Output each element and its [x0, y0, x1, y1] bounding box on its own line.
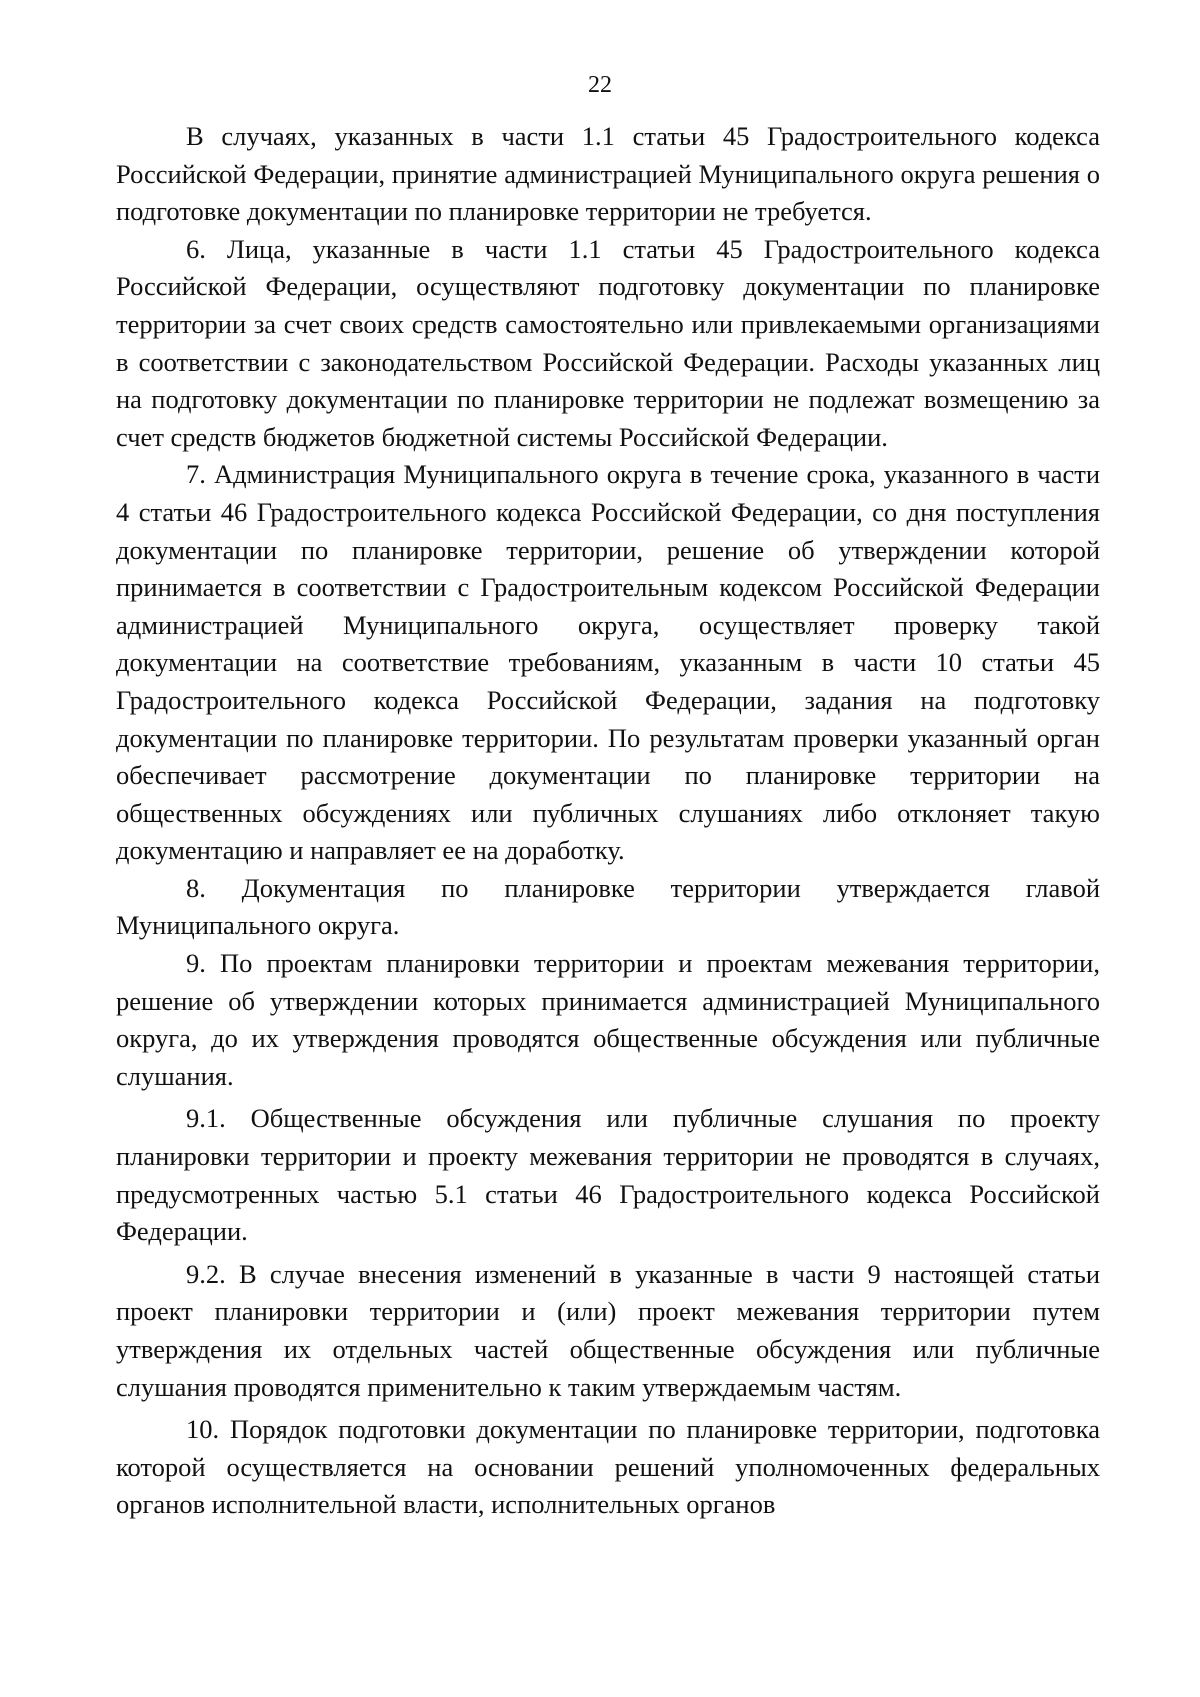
paragraph-9-1: 9.1. Общественные обсуждения или публичные слушания по проекту планировки территории и проекту межевания территории не проводятся в случаях, предусмотренных частью 5.1 статьи 46 Градостроительного кодекса Российской Федерации. [116, 1103, 1100, 1247]
paragraph-9-2: 9.2. В случае внесения изменений в указанные в части 9 настоящей статьи проект планировки территории и (или) проект межевания территории путем утверждения их отдельных частей общественные обсуждения или публичные слушания проводятся применительно к таким утверждаемым частям. [116, 1258, 1100, 1402]
page-number: 22 [588, 72, 612, 98]
document-body [116, 118, 1100, 1524]
paragraph-7: 7. Администрация Муниципального округа в течение срока, указанного в части 4 статьи 46 Градостроительного кодекса Российской Федерации, со дня поступления документации по планировке территории, решение об утверждении которой принимается в соответствии с Градостроительным кодексом Российской Федерации администрацией Муниципального округа, осуществляет проверку такой документации на соответствие требованиям, указанным в части 10 статьи 45 Градостроительного кодекса Российской Федерации, задания на подготовку документации по планировке территории. По результатам проверки указанный орган обеспечивает рассмотрение документации по планировке территории на общественных обсуждениях или публичных слушаниях либо отклоняет такую документацию и направляет ее на доработку. [116, 459, 1100, 866]
paragraph-8: 8. Документация по планировке территории утверждается главой Муниципального округа. [116, 872, 1100, 941]
paragraph-9: 9. По проектам планировки территории и проектам межевания территории, решение об утверждении которых принимается администрацией Муниципального округа, до их утверждения проводятся общественные обсуждения или публичные слушания. [116, 948, 1100, 1091]
paragraph-intro: В случаях, указанных в части 1.1 статьи 45 Градостроительного кодекса Российской Федерации, принятие администрацией Муниципального округа решения о подготовке документации по планировке территории не требуется. [116, 121, 1100, 227]
paragraph-6: 6. Лица, указанные в части 1.1 статьи 45 Градостроительного кодекса Российской Федерации, осуществляют подготовку документации по планировке территории за счет своих средств самостоятельно или привлекаемыми организациями в соответствии с законодательством Российской Федерации. Расходы указанных лиц на подготовку документации по планировке территории не подлежат возмещению за счет средств бюджетов бюджетной системы Российской Федерации. [116, 233, 1100, 452]
paragraph-10: 10. Порядок подготовки документации по планировке территории, подготовка которой осуществляется на основании решений уполномоченных федеральных органов исполнительной власти, исполнительных органов [116, 1414, 1100, 1520]
